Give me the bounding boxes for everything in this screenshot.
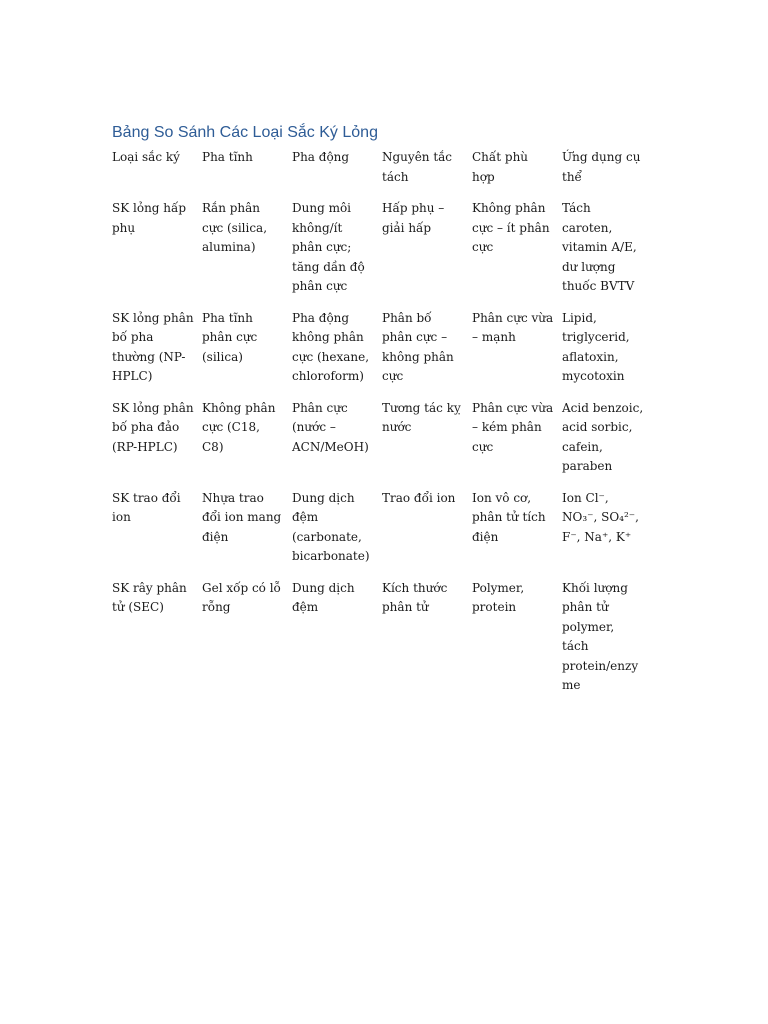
table-row bbox=[112, 199, 652, 309]
table-cell: Trao đổi ion bbox=[382, 490, 456, 505]
table-cell: Phân cực (nước – ACN/MeOH) bbox=[292, 400, 369, 454]
table-cell: Nhựa trao đổi ion mang điện bbox=[202, 490, 282, 544]
header-cell-stationary-phase: Pha tĩnh bbox=[202, 150, 253, 164]
comparison-table bbox=[112, 148, 652, 708]
table-cell: SK lỏng hấp phụ bbox=[112, 201, 187, 235]
table-header bbox=[112, 148, 652, 199]
table-cell: SK lỏng phân bố pha thường (NP-HPLC) bbox=[112, 310, 194, 383]
table-cell: Rắn phân cực (silica, alumina) bbox=[202, 201, 268, 254]
table-cell: Hấp phụ – giải hấp bbox=[382, 201, 445, 235]
table-cell: Pha tĩnh phân cực (silica) bbox=[202, 310, 258, 364]
header-cell-suitable-substance: Chất phù hợp bbox=[472, 150, 529, 184]
header-cell-type: Loại sắc ký bbox=[112, 150, 180, 164]
table-cell: Tương tác kỵ nước bbox=[382, 400, 461, 434]
table-cell: Polymer, protein bbox=[472, 580, 525, 614]
table-row bbox=[112, 309, 652, 399]
table-cell: Ion vô cơ, phân tử tích điện bbox=[472, 490, 546, 544]
table-cell: Lipid, triglycerid, aflatoxin, mycotoxin bbox=[562, 310, 630, 383]
table-cell: Khối lượng phân tử polymer, tách protein/enzyme bbox=[562, 580, 639, 692]
table-body bbox=[112, 199, 652, 708]
table-cell: Không phân cực – ít phân cực bbox=[472, 201, 550, 254]
table-cell: SK trao đổi ion bbox=[112, 490, 181, 524]
table-cell: Dung dịch đệm (carbonate, bicarbonate) bbox=[292, 490, 370, 563]
table-cell: Phân bố phân cực – không phân cực bbox=[382, 310, 454, 383]
table-cell: Ion Cl⁻, NO₃⁻, SO₄²⁻, F⁻, Na⁺, K⁺ bbox=[562, 490, 639, 544]
table-cell: Pha động không phân cực (hexane, chloroform) bbox=[292, 310, 370, 383]
table-row bbox=[112, 399, 652, 489]
table-cell: Kích thước phân tử bbox=[382, 580, 448, 614]
table-cell: Acid benzoic, acid sorbic, cafein, paraben bbox=[562, 400, 644, 473]
table-row bbox=[112, 579, 652, 708]
document-title: Bảng So Sánh Các Loại Sắc Ký Lỏng bbox=[112, 124, 378, 141]
table-cell: Tách caroten, vitamin A/E, dư lượng thuốc BVTV bbox=[562, 201, 637, 293]
table-cell: SK rây phân tử (SEC) bbox=[112, 580, 187, 614]
header-cell-principle: Nguyên tắc tách bbox=[382, 150, 453, 184]
header-row bbox=[112, 148, 652, 199]
table-cell: Gel xốp có lỗ rỗng bbox=[202, 580, 281, 614]
header-cell-mobile-phase: Pha động bbox=[292, 150, 350, 164]
table-cell: Phân cực vừa – mạnh bbox=[472, 310, 554, 344]
table-cell: SK lỏng phân bố pha đảo (RP-HPLC) bbox=[112, 400, 194, 454]
table-cell: Không phân cực (C18, C8) bbox=[202, 400, 276, 454]
table-cell: Dung dịch đệm bbox=[292, 580, 355, 614]
table-cell: Phân cực vừa – kém phân cực bbox=[472, 400, 554, 454]
header-cell-application: Ứng dụng cụ thể bbox=[562, 150, 641, 184]
table-row bbox=[112, 489, 652, 579]
table-cell: Dung môi không/ít phân cực; tăng dần độ phân cực bbox=[292, 201, 365, 293]
